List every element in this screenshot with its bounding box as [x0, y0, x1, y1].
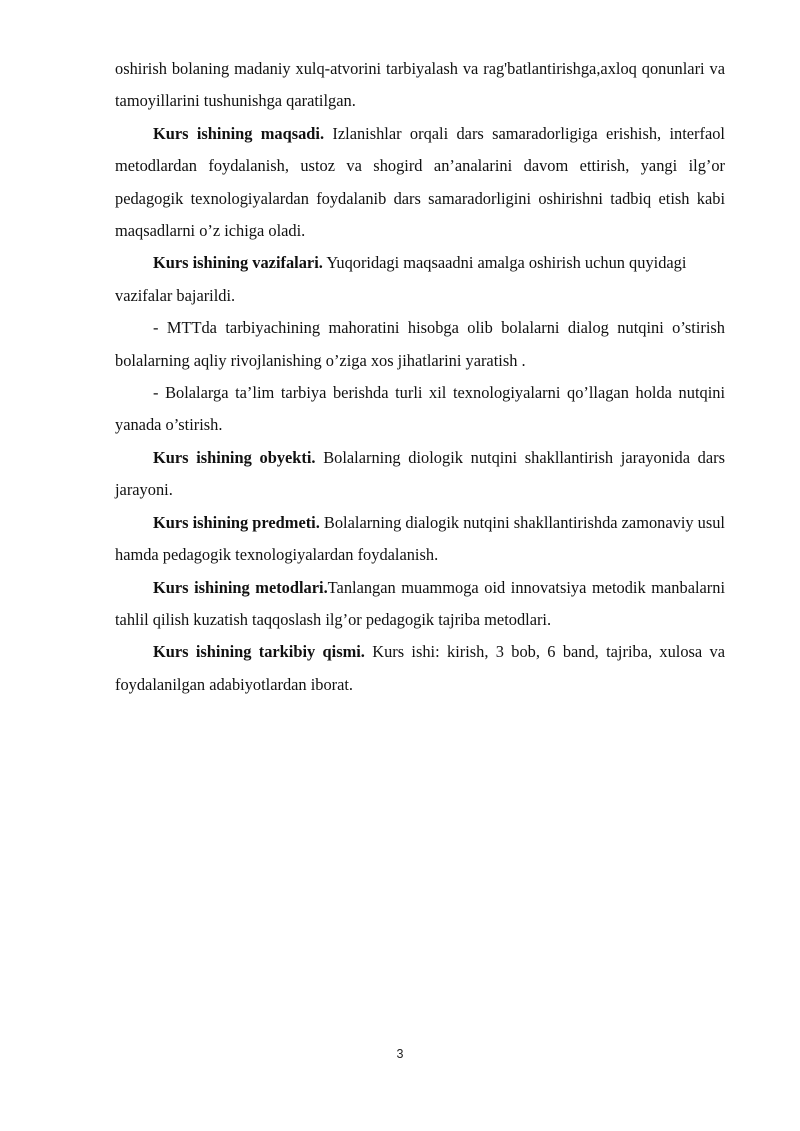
paragraph-heading: Kurs ishining tarkibiy qismi. — [153, 642, 365, 662]
paragraph-text: oshirish bolaning madaniy xulq-atvorini tarbiyalash va rag'batlantirishga,axloq qonunlari va tamoyillarini tushunishga qaratilgan. — [115, 59, 725, 111]
paragraph-text: Izlanishlar orqali dars samaradorligiga erishish, interfaol metodlardan foydalanish, ustoz va shogird an’analarini davom ettirish, yangi ilg’or pedagogik texnologiyalardan foydalanib dars samaradorligini oshirishni tadbiq etish kabi maqsadlarni o’z ichiga oladi. — [115, 123, 725, 241]
document-body — [115, 53, 725, 701]
paragraph-task-item-2 — [115, 377, 725, 442]
paragraph-heading: Kurs ishining predmeti. — [153, 512, 320, 532]
paragraph-text: Bolalarning dialogik nutqini shakllantirishda zamonaviy usul hamda pedagogik texnologiyalardan foydalanish. — [115, 512, 725, 565]
paragraph-intro-continuation — [115, 53, 725, 118]
paragraph-text: Yuqoridagi maqsaadni amalga oshirish uchun quyidagi vazifalar bajarildi. — [115, 253, 687, 305]
paragraph-subject — [115, 507, 725, 572]
paragraph-tasks — [115, 247, 725, 312]
paragraph-goal — [115, 118, 725, 248]
paragraph-text: Tanlangan muammoga oid innovatsiya metodik manbalarni tahlil qilish kuzatish taqqoslash ilg’or pedagogik tajriba metodlari. — [115, 577, 726, 629]
paragraph-task-item-1 — [115, 312, 725, 377]
paragraph-methods — [115, 572, 725, 637]
paragraph-structure — [115, 636, 725, 701]
paragraph-text: Bolalarning diologik nutqini shakllantirish jarayonida dars jarayoni. — [115, 447, 725, 500]
paragraph-object — [115, 442, 725, 507]
paragraph-heading: Kurs ishining vazifalari. — [153, 253, 323, 273]
page-number: 3 — [396, 1047, 404, 1061]
paragraph-heading: Kurs ishining metodlari. — [153, 577, 328, 597]
paragraph-text: - Bolalarga ta’lim tarbiya berishda turli xil texnologiyalarni qo’llagan holda nutqini yanada o’stirish. — [115, 383, 725, 435]
paragraph-heading: Kurs ishining obyekti. — [153, 447, 316, 467]
paragraph-text: - MTTda tarbiyachining mahoratini hisobga olib bolalarni dialog nutqini o’stirish bolalarning aqliy rivojlanishing o’ziga xos jihatlarini yaratish . — [115, 318, 725, 370]
paragraph-heading: Kurs ishining maqsadi. — [153, 123, 325, 143]
paragraph-text: Kurs ishi: kirish, 3 bob, 6 band, tajriba, xulosa va foydalanilgan adabiyotlardan iborat. — [115, 642, 725, 694]
